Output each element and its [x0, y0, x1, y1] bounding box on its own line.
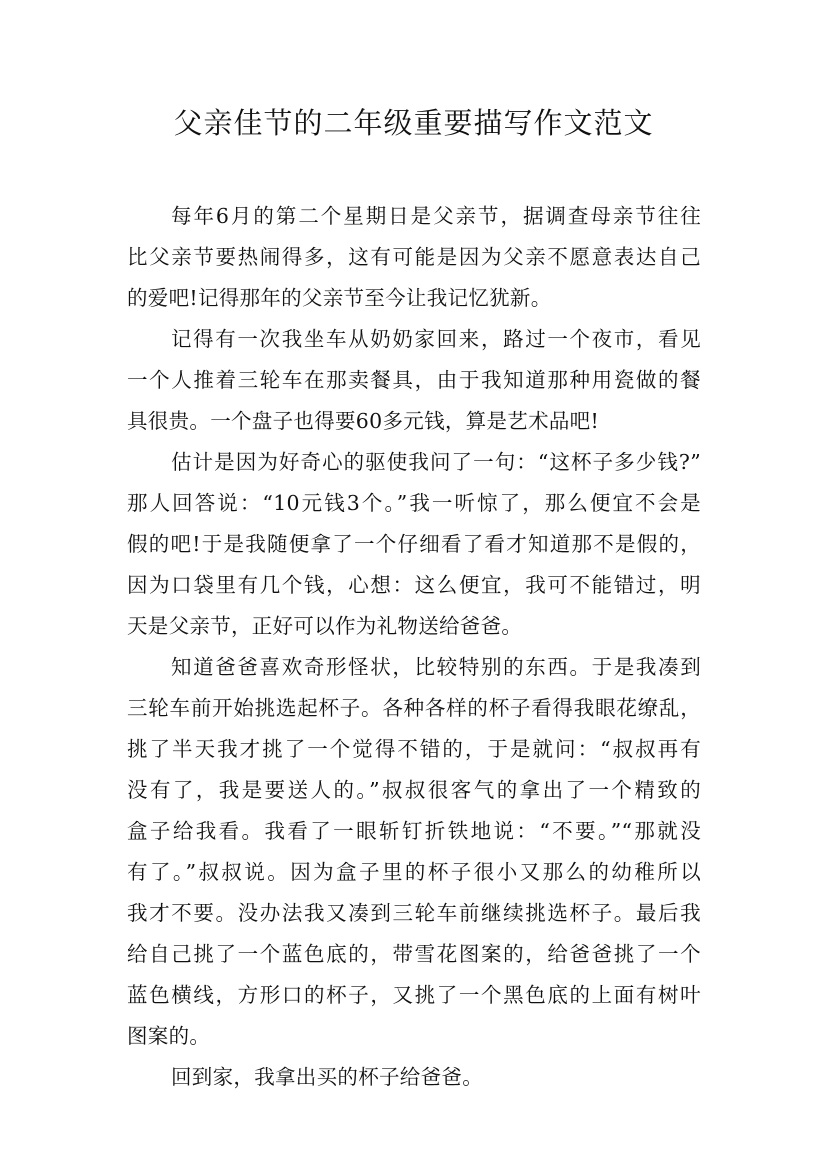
text-line: 没有了，我是要送人的。”叔叔很客气的拿出了一个精致的: [127, 778, 701, 802]
text-line: 蓝色横线，方形口的杯子，又挑了一个黑色底的上面有树叶: [127, 983, 701, 1007]
text-line: 盒子给我看。我看了一眼斩钉折铁地说：“不要。”“那就没: [127, 819, 701, 843]
document-title: 父亲佳节的二年级重要描写作文范文: [173, 106, 654, 140]
text-line: 一个人推着三轮车在那卖餐具，由于我知道那种用瓷做的餐: [127, 368, 701, 392]
text-line: 三轮车前开始挑选起杯子。各种各样的杯子看得我眼花缭乱，: [127, 696, 701, 720]
text-line: 的爱吧!记得那年的父亲节至今让我记忆犹新。: [127, 286, 552, 310]
text-line: 回到家，我拿出买的杯子给爸爸。: [171, 1065, 483, 1089]
text-line: 比父亲节要热闹得多，这有可能是因为父亲不愿意表达自己: [127, 245, 701, 269]
text-line: 知道爸爸喜欢奇形怪状，比较特别的东西。于是我凑到: [171, 655, 701, 679]
text-line: 假的吧!于是我随便拿了一个仔细看了看才知道那不是假的，: [127, 532, 701, 556]
text-line: 挑了半天我才挑了一个觉得不错的，于是就问：“叔叔再有: [127, 737, 701, 761]
text-line: 我才不要。没办法我又凑到三轮车前继续挑选杯子。最后我: [127, 901, 701, 925]
text-line: 具很贵。一个盘子也得要60多元钱，算是艺术品吧!: [127, 409, 600, 433]
document-body: [127, 196, 701, 1098]
text-line: 有了。”叔叔说。因为盒子里的杯子很小又那么的幼稚所以: [127, 860, 701, 884]
text-line: 图案的。: [127, 1024, 211, 1048]
text-line: 估计是因为好奇心的驱使我问了一句：“这杯子多少钱?”: [171, 450, 701, 474]
text-line: 因为口袋里有几个钱，心想：这么便宜，我可不能错过，明: [127, 573, 701, 597]
text-line: 那人回答说：“10元钱3个。”我一听惊了，那么便宜不会是: [127, 491, 701, 515]
text-line: 每年6月的第二个星期日是父亲节，据调查母亲节往往: [171, 204, 701, 228]
text-line: 天是父亲节，正好可以作为礼物送给爸爸。: [127, 614, 523, 638]
text-line: 给自己挑了一个蓝色底的，带雪花图案的，给爸爸挑了一个: [127, 942, 701, 966]
text-line: 记得有一次我坐车从奶奶家回来，路过一个夜市，看见: [171, 327, 701, 351]
